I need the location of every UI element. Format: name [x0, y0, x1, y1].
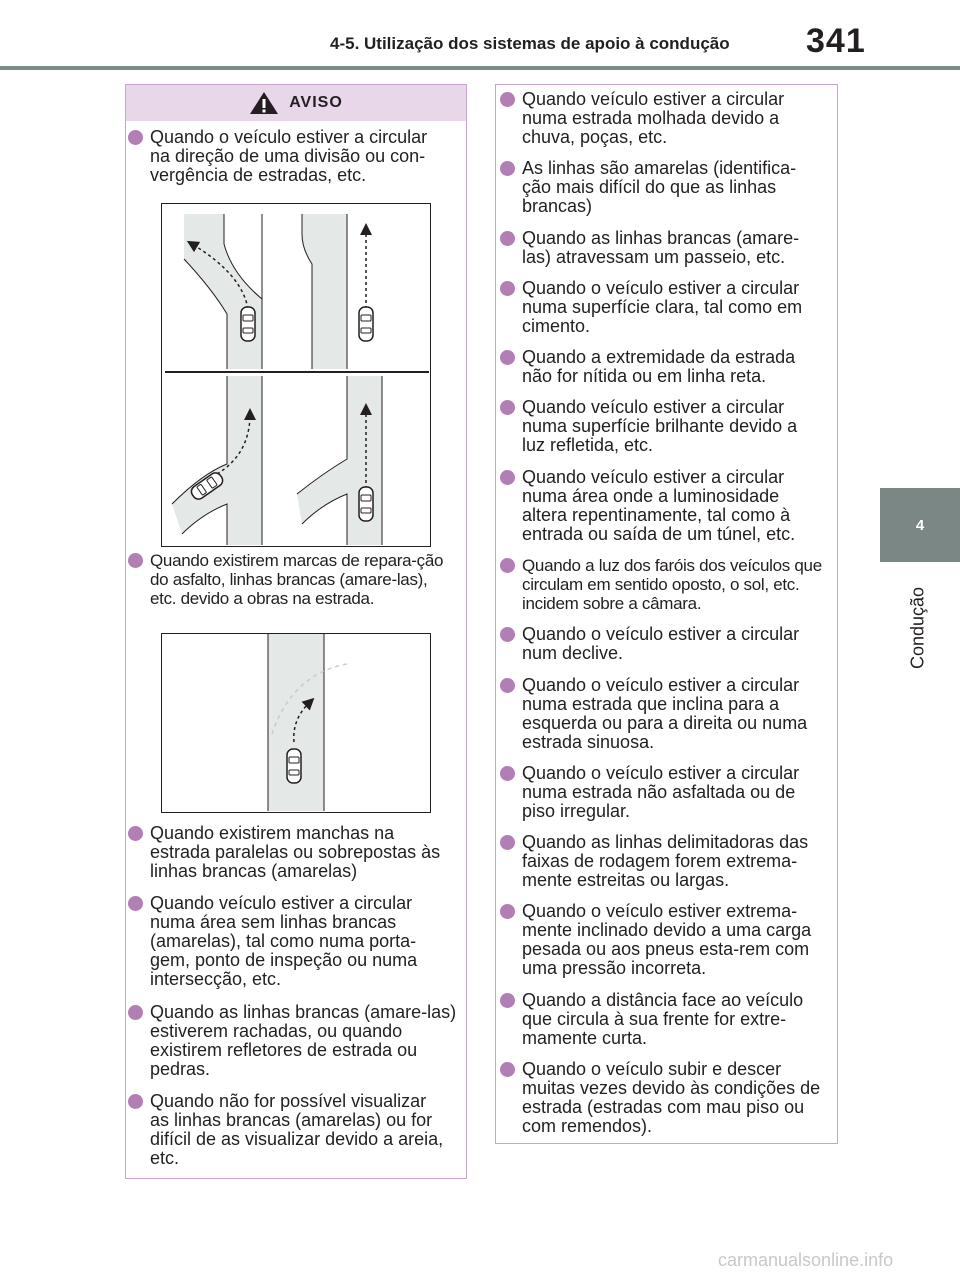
bullet-icon: [500, 678, 515, 693]
bullet-icon: [500, 92, 515, 107]
bullet-icon: [128, 1094, 143, 1109]
bullet-icon: [128, 826, 143, 841]
bullet-icon: [500, 1062, 515, 1077]
chapter-number: 4: [915, 516, 925, 534]
list-item: Quando veículo estiver a circular numa estrada molhada devido a chuva, poças, etc.: [500, 90, 822, 147]
road-repair-figure: [161, 633, 431, 813]
bullet-icon: [500, 350, 515, 365]
bullet-icon: [500, 558, 515, 573]
list-item: Quando as linhas brancas (amare-las) atravessam um passeio, etc.: [500, 229, 822, 267]
chapter-label: Condução: [907, 586, 928, 670]
section-title: 4-5. Utilização dos sistemas de apoio à condução: [330, 34, 730, 53]
list-item: Quando a distância face ao veículo que circula à sua frente for extre-mamente curta.: [500, 991, 822, 1048]
bullet-icon: [500, 281, 515, 296]
bullet-icon: [128, 553, 143, 568]
bullet-icon: [500, 161, 515, 176]
bullet-icon: [500, 766, 515, 781]
bullet-icon: [128, 1005, 143, 1020]
list-item: As linhas são amarelas (identifica-ção mais difícil do que as linhas brancas): [500, 159, 822, 216]
list-item: Quando o veículo estiver a circular num declive.: [500, 625, 822, 663]
list-item: Quando o veículo estiver a circular numa superfície clara, tal como em cimento.: [500, 279, 822, 336]
bullet-icon: [500, 993, 515, 1008]
bullet-icon: [128, 896, 143, 911]
road-repair-illustration: [162, 634, 429, 811]
road-divergence-illustration: [162, 204, 429, 545]
list-item: Quando existirem manchas na estrada paralelas ou sobrepostas às linhas brancas (amarelas): [128, 824, 448, 881]
bullet-icon: [500, 470, 515, 485]
list-item: Quando a extremidade da estrada não for nítida ou em linha reta.: [500, 348, 822, 386]
list-item: Quando não for possível visualizar as linhas brancas (amarelas) ou for difícil de as visualizar devido a areia, etc.: [128, 1092, 448, 1168]
list-item: Quando as linhas delimitadoras das faixas de rodagem forem extrema-mente estreitas ou largas.: [500, 833, 830, 890]
list-item: Quando as linhas brancas (amare-las) estiverem rachadas, ou quando existirem refletores de estrada ou pedras.: [128, 1003, 458, 1079]
bullet-icon: [500, 400, 515, 415]
chapter-tab[interactable]: [880, 488, 960, 562]
list-item: Quando veículo estiver a circular numa área sem linhas brancas (amarelas), tal como numa porta-gem, ponto de inspeção ou numa intersecção, etc.: [128, 894, 448, 989]
header-rule: [0, 66, 960, 70]
road-divergence-figure: [161, 203, 431, 547]
warning-title: AVISO: [289, 94, 343, 111]
list-item: Quando existirem marcas de repara-ção do asfalto, linhas brancas (amare-las), etc. devido a obras na estrada.: [128, 551, 456, 608]
bullet-icon: [500, 904, 515, 919]
list-item: Quando o veículo estiver a circular na direção de uma divisão ou con-vergência de estradas, etc.: [128, 128, 448, 185]
page-number: 341: [806, 22, 866, 60]
list-item: Quando o veículo estiver a circular numa estrada não asfaltada ou de piso irregular.: [500, 764, 822, 821]
warning-triangle-icon: [249, 91, 279, 115]
watermark: carmanualsonline.info: [718, 1250, 894, 1270]
list-item: Quando o veículo subir e descer muitas vezes devido às condições de estrada (estradas com mau piso ou com remendos).: [500, 1060, 822, 1136]
list-item: Quando veículo estiver a circular numa superfície brilhante devido a luz refletida, etc.: [500, 398, 822, 455]
list-item: Quando o veículo estiver extrema-mente inclinado devido a uma carga pesada ou aos pneus esta-rem com uma pressão incorreta.: [500, 902, 822, 978]
list-item: Quando o veículo estiver a circular numa estrada que inclina para a esquerda ou para a direita ou numa estrada sinuosa.: [500, 676, 822, 752]
bullet-icon: [128, 130, 143, 145]
bullet-icon: [500, 627, 515, 642]
warning-header: [126, 85, 466, 121]
bullet-icon: [500, 835, 515, 850]
list-item: Quando a luz dos faróis dos veículos que circulam em sentido oposto, o sol, etc. incidem sobre a câmara.: [500, 556, 830, 613]
bullet-icon: [500, 231, 515, 246]
list-item: Quando veículo estiver a circular numa área onde a luminosidade altera repentinamente, tal como à entrada ou saída de um túnel, etc.: [500, 468, 822, 544]
